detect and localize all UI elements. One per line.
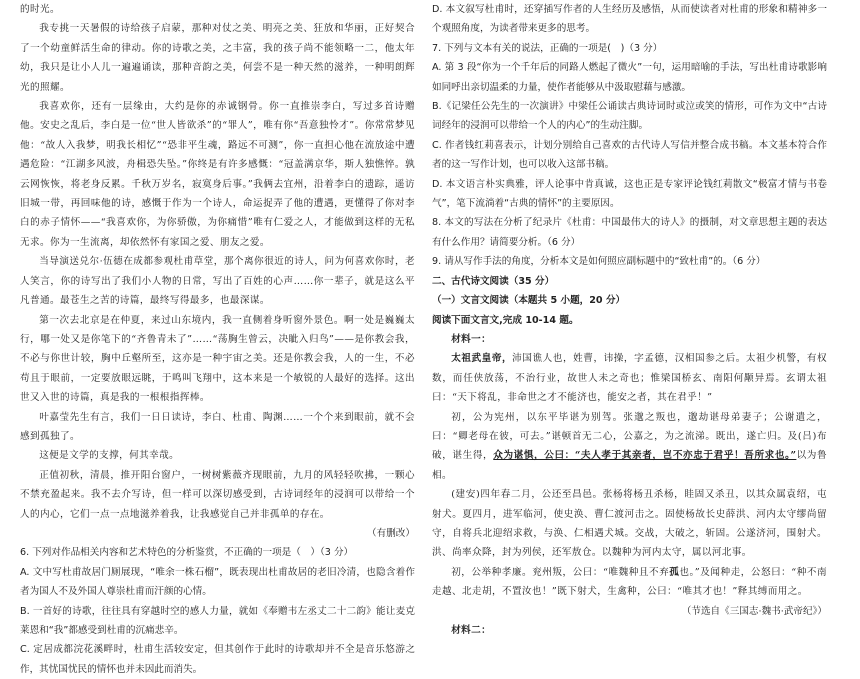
material-two-label: 材料二： [451,625,492,636]
emphasis-text: 太祖武皇帝， [451,353,513,365]
edit-note: （有删改） [367,527,415,539]
classical-text: 以为鲁相。 [432,450,828,481]
classical-paragraph [432,408,827,486]
material-one-label: 材料一： [451,333,492,345]
right-column [432,0,828,636]
classical-paragraph [432,563,827,602]
option-c: C. 定居成都浣花溪畔时，杜甫生活较安定，但其创作于此时的诗歌却并不全是音乐悠游之作，其忧国忧民的情怀也并未因此而消失。 [20,644,415,675]
question-7: 7. 下列与文本有关的说法，正确的一项是( )（3 分） [432,42,663,54]
question-9: 9. 请从写作手法的角度，分析本文是如何照应副标题中的“致杜甫”的。（6 分） [432,256,766,268]
essay-paragraph: 这便是文学的支撑，何其幸哉。 [39,450,180,462]
option-b: B.《记梁任公先生的一次演讲》中梁任公诵读古典诗词时或泣或笑的情形，可作为文中“古诗词经年的浸润可以带给一个人的内心”的生动注脚。 [432,101,827,132]
essay-paragraph: 我喜欢你，还有一层缘由，大约是你的赤诚钢骨。你一直推崇李白，写过多首诗赠他。安史之乱后，李白是一位“世人皆欲杀”的“罪人”，唯有你“吾意独怜才”。你常常梦见他：“故人入我梦，明我长相忆”“恐非平生魂，路远不可测”，你一直担心他在流放途中遭遇危险：“江湖多风波，舟楫恐失坠。”你终是有许多感慨：“冠盖满京华，斯人独憔悴。孰云网恢恢，将老身反累。千秋万岁名，寂寞身后事。”我俩去宜州，沿着李白的遗踪，遥访旧城一带，再回味他的诗，感慨于作为一个诗人，命运捉弄了他的遭遇，更懂得了你对李白的赤子情怀——“我喜欢你，为你骄傲，为你痛惜”唯有仁爱之人，才能做到这样的无私无求。你为一生流离，却依然怀有家国之爱、朋友之爱。 [20,101,415,248]
classical-text: 沛国谯人也，姓曹，讳操，字孟德，汉相国参之后。太祖少机警，有权数，而任侠放荡，不治行业，故世人未之奇也；惟梁国桥玄、南阳何颙异焉。玄谓太祖曰：“天下将乱，非命世之才不能济也，能安之者，其在君乎！” [432,353,827,404]
source-note: （节选自《三国志·魏书·武帝纪》） [681,605,827,617]
option-d: D. 本文叙写杜甫时，还穿插写作者的人生经历及感悟，从而使读者对杜甫的形象和精神多一个观照角度，为读者带来更多的思考。 [432,4,827,35]
question-8: 8. 本文的写法在分析了纪录片《杜甫：中国最伟大的诗人》的摄制，对文章思想主题的表达有什么作用？请简要分析。（6 分） [432,217,827,248]
classical-text: 初，公为宪州，以东平毕谌为别驾。张邈之叛也，邈劫谌母弟妻子；公谢遣之，曰：“卿老母在彼，可去。”谌顿首无二心，公嘉之，为之流涕。既出，遂亡归。及(吕)布破，谌生得， [432,411,827,462]
subsection-heading: （一）文言文阅读（本题共 5 小题，20 分） [432,295,626,307]
text-continuation: 的时光。 [20,4,60,15]
left-column [20,0,415,675]
classical-text: 初，公举种孝廉。兖州叛，公曰：“唯魏种且不弃 [451,566,670,578]
option-a: A. 第 3 段“你为一个千年后的同路人燃起了微火”一句，运用暗喻的手法，写出杜甫诗歌影响如同呼出亲切温柔的力量，使作者能够从中汲取慰藉与感激。 [432,62,827,93]
option-c: C. 作者钱红莉喜表示，计划分别给自己喜欢的古代诗人写信并整合成书稿。本文基本符合作者的这一写作计划，也可以收入这部书稿。 [432,139,827,171]
essay-paragraph: 正值初秋，清晨，推开阳台窗户，一树树紫薇齐现眼前，九月的风轻轻吹拂，一颗心不禁充盈起来。我不去介写诗，但一样可以深切感受到，古诗词经年的浸润可以带给一个人的内心，它们一点一点地滋养着我，让我感觉自己并非孤单的存在。 [20,469,415,520]
essay-paragraph: 我专挑一天暑假的诗给孩子启蒙，那种对仗之美、明亮之美、狂放和华丽，正好契合了一个幼童鲜活生命的律动。你的诗歌之美，之丰富，我的孩子尚不能领略一二，他太年幼，我只是让小人儿一遍遍诵读，那种音韵之美，何尝不是一种天然的滋养，一种明朗辉光的照耀。 [20,23,415,93]
essay-paragraph: 当导演送兑尔·伍德在成都参观杜甫草堂，那个离你很近的诗人，问为何喜欢你时，老人笑言，你的诗写出了我们小人物的日常，写出了百姓的心声……你一辈子，就是这么平凡普通。最苍生之苦的诗篇，最终写得最多，也最深谋。 [20,256,415,307]
emphasis-text: 孤 [669,566,680,578]
essay-paragraph: 第一次去北京是在仲夏，来过山东境内，我一直侧着身听窗外景色。啊一处是巍巍太行，哪一处又是你笔下的“齐鲁青未了”……“荡胸生曾云，决眦入归鸟”——是你教会我，不必与你世计较，胸中丘壑所至，这亦是一种宇宙之美。还是你教会我，人的一生，不必苟且于眼前，一定要放眼远眺，于鸣叫飞翔中，这本来是一个敏锐的人最好的选择。这出世又入世的诗篇，真是我的一根根指挥棒。 [20,314,415,404]
option-a: A. 文中写杜甫故居门厕展现，“唯余一株石榴”，既表现出杜甫故居的老旧冷清，也隐含着作者为国人不及外国人尊崇杜甫而汗颜的心情。 [20,566,415,598]
underlined-sentence: 众为谌惧，公曰：“夫人孝于其亲者，岂不亦忠于君乎！吾所求也。” [493,450,797,462]
option-d: D. 本文语言朴实典雅，评人论事中肯真诚，这也正是专家评论钱红莉散文“极富才情与书卷气”，笔下流淌着“古典的情怀”的主要原因。 [432,178,827,210]
essay-paragraph: 叶嘉莹先生有言，我们一日日读诗，李白、杜甫、陶渊……一个个来到眼前，就不会感到孤独了。 [20,411,415,442]
classical-paragraph [432,349,827,407]
option-b: B. 一首好的诗歌，往往具有穿越时空的感人力量，就如《奉赠韦左丞丈二十二韵》能让麦克莱恩和“我”都感受到杜甫的沉痛悲辛。 [20,605,415,636]
reading-instruction: 阅读下面文言文,完成 10-14 题。 [432,314,579,326]
classical-text: 也。”及闻种走，公怒曰：“种不南走越、北走胡，不置汝也！”既下射犬，生禽种，公曰：“唯其才也！”释其缚而用之。 [432,566,827,598]
section-heading: 二、古代诗文阅读（35 分） [432,275,555,287]
question-6: 6. 下列对作品相关内容和艺术特色的分析鉴赏，不正确的一项是（ ）（3 分） [20,547,354,559]
classical-paragraph: (建安)四年春二月，公还至昌邑。张杨将杨丑杀杨，眭固又杀丑，以其众属袁绍，屯射犬。夏四月，进军临河，使史涣、曹仁渡河击之。固使杨故长史薛洪、河内太守缪尚留守，自将兵北迎绍求救，与涣、仁相遇犬城。交战，大破之，斩固。公遂济河，围射犬。洪、尚率众降，封为列侯，还军敖仓。以魏种为河内太守，属以河北事。 [432,489,827,559]
